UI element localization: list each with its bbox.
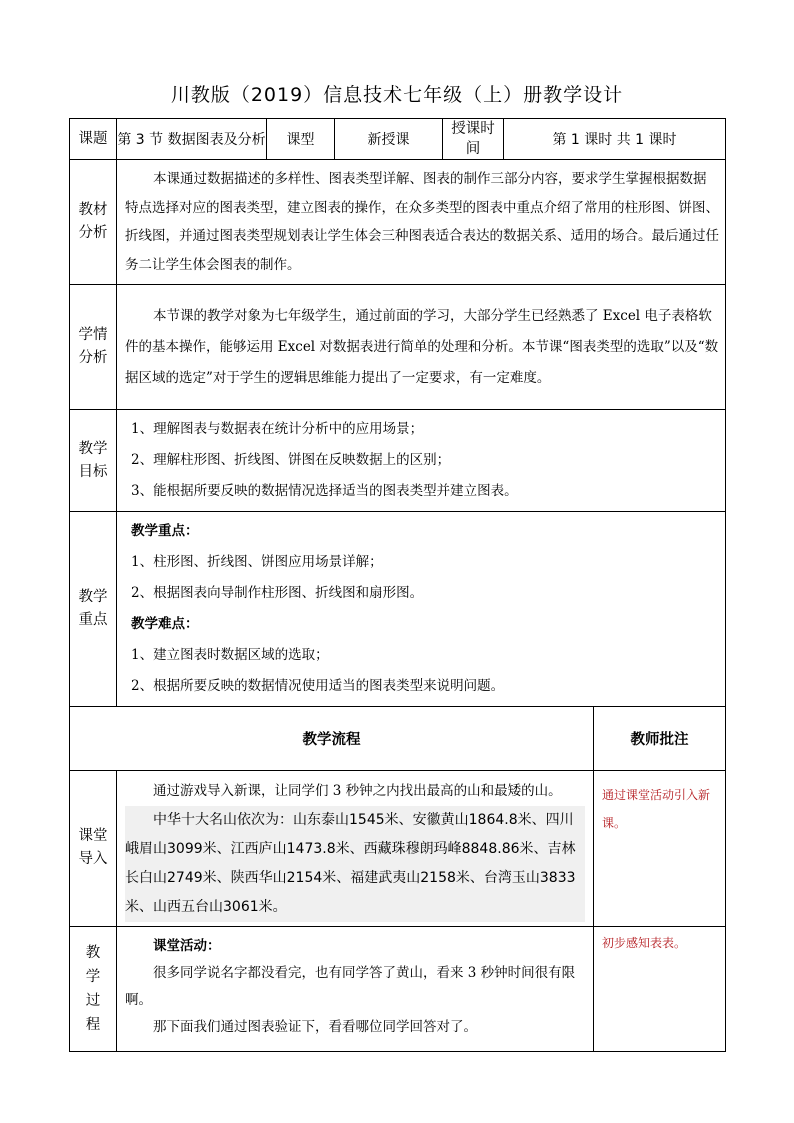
students-row — [70, 285, 726, 410]
lesson-plan-table — [69, 118, 726, 1052]
difficulty-heading: 教学难点： — [131, 616, 199, 632]
activity-heading: 课堂活动： — [153, 937, 221, 954]
intro-row — [70, 771, 726, 927]
process-text: 那下面我们通过图表验证下，看看哪位同学回答对了。 — [153, 1018, 477, 1035]
students-label: 学情分析 — [70, 285, 117, 410]
textbook-row — [70, 160, 726, 285]
goal-item: 1、理解图表与数据表在统计分析中的应用场景； — [131, 421, 424, 437]
process-row — [70, 926, 726, 1051]
process-label: 教学过程 — [70, 926, 117, 1051]
difficulty-item: 2、根据所要反映的数据情况使用适当的图表类型来说明问题。 — [131, 678, 505, 694]
time-value: 第 1 课时 共 1 课时 — [504, 119, 726, 160]
goal-item: 3、能根据所要反映的数据情况选择适当的图表类型并建立图表。 — [131, 483, 518, 499]
flow-label: 教学流程 — [70, 707, 594, 771]
time-label: 授课时间 — [443, 119, 504, 160]
topic-value: 第 3 节 数据图表及分析 — [117, 119, 267, 160]
intro-text: 通过游戏导入新课，让同学们 3 秒钟之内找出最高的山和最矮的山。 — [153, 783, 562, 799]
process-text: 很多同学说名字都没看完，也有同学答了黄山，看来 3 秒钟时间很有限啊。 — [125, 964, 576, 1008]
textbook-label: 教材分析 — [70, 160, 117, 285]
type-value: 新授课 — [335, 119, 443, 160]
intro-note: 通过课堂活动引入新课。 — [594, 771, 726, 927]
goals-label: 教学目标 — [70, 410, 117, 512]
students-text: 本节课的教学对象为七年级学生，通过前面的学习，大部分学生已经熟悉了 Excel 电子表格软件的基本操作，能够运用 Excel 对数据表进行简单的处理和分析。本节课“图表类型的选取”以及“数据区域的选定”对于学生的逻辑思维能力提出了一定要求，有一定难度。 — [125, 307, 719, 386]
intro-label: 课堂导入 — [70, 771, 117, 927]
note-label: 教师批注 — [594, 707, 726, 771]
document-title: 川教版（2019）信息技术七年级（上）册教学设计 — [170, 84, 624, 106]
type-label: 课型 — [267, 119, 335, 160]
keypoints-label: 教学重点 — [70, 512, 117, 707]
mountain-list-text: 中华十大名山依次为：山东泰山1545米、安徽黄山1864.8米、四川峨眉山3099米、江西庐山1473.8米、西藏珠穆朗玛峰8848.86米、吉林长白山2749米、陕西华山2154米、福建武夷山2158米、台湾玉山3833米、山西五台山3061米。 — [125, 806, 585, 922]
key-item: 2、根据图表向导制作柱形图、折线图和扇形图。 — [131, 585, 424, 601]
key-heading: 教学重点： — [131, 523, 199, 539]
topic-label: 课题 — [70, 119, 117, 160]
key-item: 1、柱形图、折线图、饼图应用场景详解； — [131, 554, 383, 570]
flow-row — [70, 707, 726, 771]
header-row — [70, 119, 726, 160]
goal-item: 2、理解柱形图、折线图、饼图在反映数据上的区别； — [131, 452, 451, 468]
goals-row — [70, 410, 726, 512]
process-note: 初步感知表表。 — [594, 926, 726, 1051]
difficulty-item: 1、建立图表时数据区域的选取； — [131, 647, 329, 663]
textbook-text: 本课通过数据描述的多样性、图表类型详解、图表的制作三部分内容，要求学生掌握根据数据特点选择对应的图表类型，建立图表的操作，在众多类型的图表中重点介绍了常用的柱形图、饼图、折线图，并通过图表类型规划表让学生体会三种图表适合表达的数据关系、适用的场合。最后通过任务二让学生体会图表的制作。 — [125, 171, 719, 273]
keypoints-row — [70, 512, 726, 707]
